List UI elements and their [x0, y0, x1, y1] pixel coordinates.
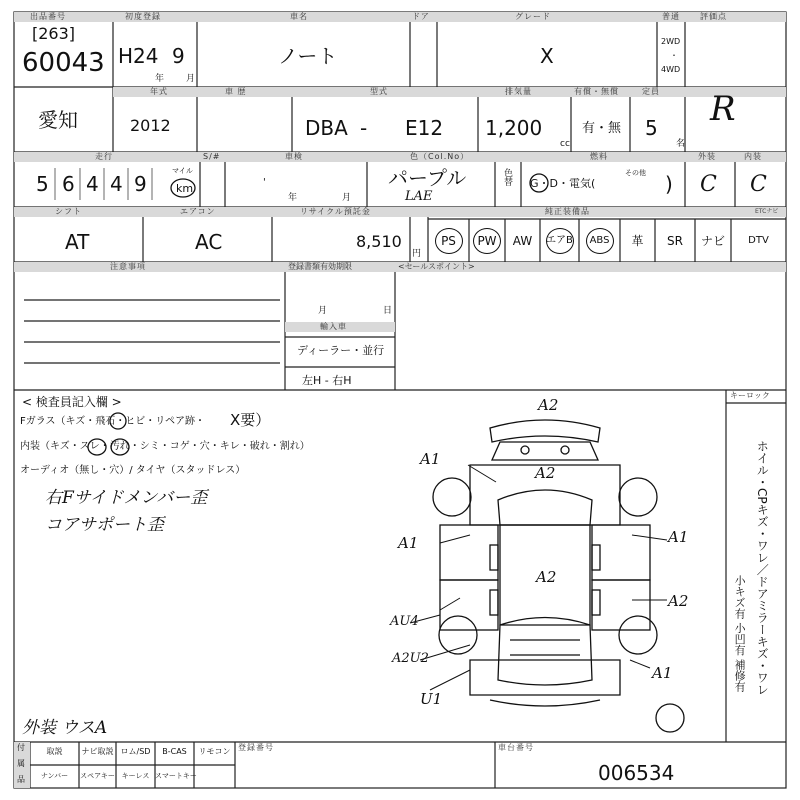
drive-separator: ・ [670, 51, 678, 60]
interior-grade: C [750, 172, 767, 197]
grade-value: X [540, 44, 554, 68]
doc-expiry-header: 登録書類有効期限 [288, 262, 352, 271]
exterior-grade: C [700, 172, 717, 197]
aircon-value: AC [195, 230, 223, 254]
recycle-header: リサイクル預託金 [300, 207, 371, 216]
accessory-top-1: 取説 [46, 747, 63, 756]
accessory-top-5: リモコン [198, 747, 231, 756]
lot-number: 60043 [22, 48, 105, 78]
damage-mark-right-front: A1 [652, 664, 673, 682]
mileage-digit-3: 4 [86, 172, 99, 196]
doc-expiry-day: 日 [383, 306, 393, 316]
damage-mark-rear-left: A1 [420, 450, 441, 468]
notes-header: 注意事項 [110, 262, 146, 271]
chassis-no-header: 車台番号 [498, 743, 534, 752]
accessory-label-2: 属 [17, 759, 25, 768]
mileage-unit-km: km [176, 182, 194, 195]
color-header: 色（Col.No） [410, 152, 470, 161]
interior-header: 内装 [744, 152, 762, 161]
model-year-header: 年式 [150, 87, 168, 96]
color-code: LAE [405, 189, 433, 204]
shaken-month-unit: 月 [342, 193, 352, 203]
windshield-mark: X要） [230, 411, 271, 429]
mileage-header: 走行 [95, 152, 113, 161]
equipment-label-3: AW [512, 233, 533, 248]
equipment-label-5: ABS [586, 228, 614, 254]
handwritten-note-2: コアサポート歪 [45, 515, 164, 535]
doc-expiry-month: 月 [318, 306, 328, 316]
score-header: 評価点 [700, 12, 727, 21]
paid-free-value: 有・無 [582, 121, 622, 136]
mileage-digit-2: 6 [62, 172, 75, 196]
recycle-value: 8,510 [356, 232, 402, 251]
displacement-unit: cc [560, 139, 570, 149]
capacity-value: 5 [645, 116, 658, 140]
first-reg-month: 9 [172, 44, 185, 68]
accessory-top-4: B-CAS [162, 747, 187, 756]
equipment-label-6: 革 [631, 233, 644, 248]
damage-mark-front: U1 [420, 690, 443, 708]
displacement-value: 1,200 [485, 116, 543, 140]
damage-mark-roof: A2 [536, 568, 557, 586]
accessory-bottom-1: ナンバー [40, 772, 69, 780]
aircon-header: エアコン [180, 207, 216, 216]
vertical-note-damage: 小キズ有 小凹有 補修有 [733, 575, 747, 692]
mileage-unit-miles: マイル [172, 167, 193, 175]
equipment-item-6 [620, 219, 655, 262]
key-lock-header: キーロック [730, 391, 770, 400]
shift-header: シフト [55, 207, 82, 216]
car-name-header: 車名 [290, 12, 308, 21]
handwritten-note-1: 右Fサイドメンバー歪 [45, 488, 208, 508]
accessory-bottom-2: スペアキー [80, 772, 115, 780]
equipment-label-9: DTV [748, 234, 769, 246]
model-year-value: 2012 [130, 116, 171, 135]
paid-free-header: 有償・無償 [574, 87, 619, 96]
accessory-top-2: ナビ取説 [81, 747, 114, 756]
sales-point-header: <セールスポイント> [398, 262, 475, 271]
damage-mark-right-front-door: A2 [668, 592, 689, 610]
equipment-label-8: ナビ [700, 233, 725, 248]
import-type-value: ディーラー・並行 [297, 344, 385, 357]
fuel-close: ) [665, 172, 673, 196]
steering-value: 左H - 右H [302, 374, 352, 387]
fuel-header: 燃料 [590, 152, 608, 161]
import-type-header: 輸入車 [320, 322, 347, 331]
shaken-tick: ' [263, 177, 266, 188]
mileage-digit-1: 5 [36, 172, 49, 196]
model-code: E12 [405, 116, 444, 140]
vertical-note-wheels: ホイル・CPキズ・ワレ／ドアミラーキズ・ワレ [755, 440, 770, 696]
damage-mark-trunk: A2 [535, 464, 556, 482]
reg-no-header: 登録番号 [238, 743, 274, 752]
equipment-label-4: エアB [546, 228, 574, 254]
capacity-unit: 名 [676, 139, 686, 149]
inspector-line-glass: Fガラス（キズ・飛石・ヒビ・リペア跡・ [20, 416, 206, 427]
mileage-unit-header: S/# [203, 152, 221, 161]
equipment-item-9 [731, 219, 786, 262]
capacity-header: 定員 [642, 87, 660, 96]
fuel-options: G・D・電気( [530, 177, 596, 190]
car-history-header: 車 歴 [225, 87, 247, 96]
inspector-line-audio: オーディオ（無し・穴）/ タイヤ（スタッドレス） [20, 465, 246, 476]
mileage-digit-5: 9 [134, 172, 147, 196]
color-name: パープル [388, 166, 467, 190]
drive-2wd: 2WD [661, 37, 681, 46]
equipment-header: 純正装備品 [545, 207, 590, 216]
car-name: ノート [278, 44, 338, 68]
color-change-label: 色替 [502, 168, 512, 186]
equipment-label-7: SR [667, 233, 683, 248]
accessory-bottom-4: スマートキー [155, 772, 197, 780]
chassis-number: 006534 [598, 761, 675, 785]
first-reg-month-unit: 月 [186, 74, 196, 84]
exterior-note: 外装 ウスA [22, 718, 108, 738]
inspector-line-interior: 内装（キズ・スレ・汚れ・シミ・コゲ・穴・キレ・破れ・割れ） [20, 441, 310, 452]
model-header: 型式 [370, 87, 388, 96]
equipment-item-2 [469, 219, 505, 262]
damage-mark-right-door: A1 [668, 528, 689, 546]
equipment-label-2: PW [473, 228, 501, 254]
equipment-label-1: PS [435, 228, 463, 254]
equipment-hint: ETCナビ [755, 208, 779, 215]
equipment-item-7 [655, 219, 695, 262]
region-value: 愛知 [38, 108, 78, 132]
drive-4wd: 4WD [661, 65, 681, 74]
lot-number-header: 出品番号 [30, 12, 66, 21]
mileage-digit-4: 4 [110, 172, 123, 196]
equipment-item-3 [505, 219, 540, 262]
accessory-label-1: 付 [17, 743, 25, 752]
shaken-header: 車検 [285, 152, 303, 161]
recycle-unit: 円 [412, 249, 422, 259]
model-dash: - [360, 116, 368, 140]
doors-header: ドア [412, 12, 430, 21]
accessory-top-3: ロム/SD [120, 747, 151, 756]
accessory-bottom-3: キーレス [121, 772, 150, 780]
drive-header: 普通 [662, 12, 680, 21]
shift-value: AT [65, 230, 90, 254]
damage-mark-rear: A2 [538, 396, 559, 414]
lot-bracket: [263] [32, 24, 76, 43]
accessory-label-3: 品 [17, 775, 25, 784]
damage-mark-left-door: A1 [398, 534, 419, 552]
equipment-item-4 [540, 219, 579, 262]
damage-mark-left-bumper: A2U2 [392, 651, 429, 666]
model-prefix: DBA [305, 116, 348, 140]
equipment-item-1 [428, 219, 469, 262]
first-reg-era: H24 [118, 44, 159, 68]
evaluation-score: R [710, 89, 736, 129]
inspector-notes-header: < 検査員記入欄 > [22, 395, 122, 409]
equipment-item-5 [579, 219, 620, 262]
exterior-header: 外装 [698, 152, 716, 161]
first-reg-year-unit: 年 [155, 74, 165, 84]
equipment-item-8 [695, 219, 731, 262]
shaken-year-unit: 年 [288, 193, 298, 203]
displacement-header: 排気量 [505, 87, 532, 96]
grade-header: グレード [515, 12, 551, 21]
first-registration-header: 初度登録 [125, 12, 161, 21]
fuel-other: その他 [625, 169, 646, 177]
damage-mark-left-front: AU4 [390, 614, 419, 629]
